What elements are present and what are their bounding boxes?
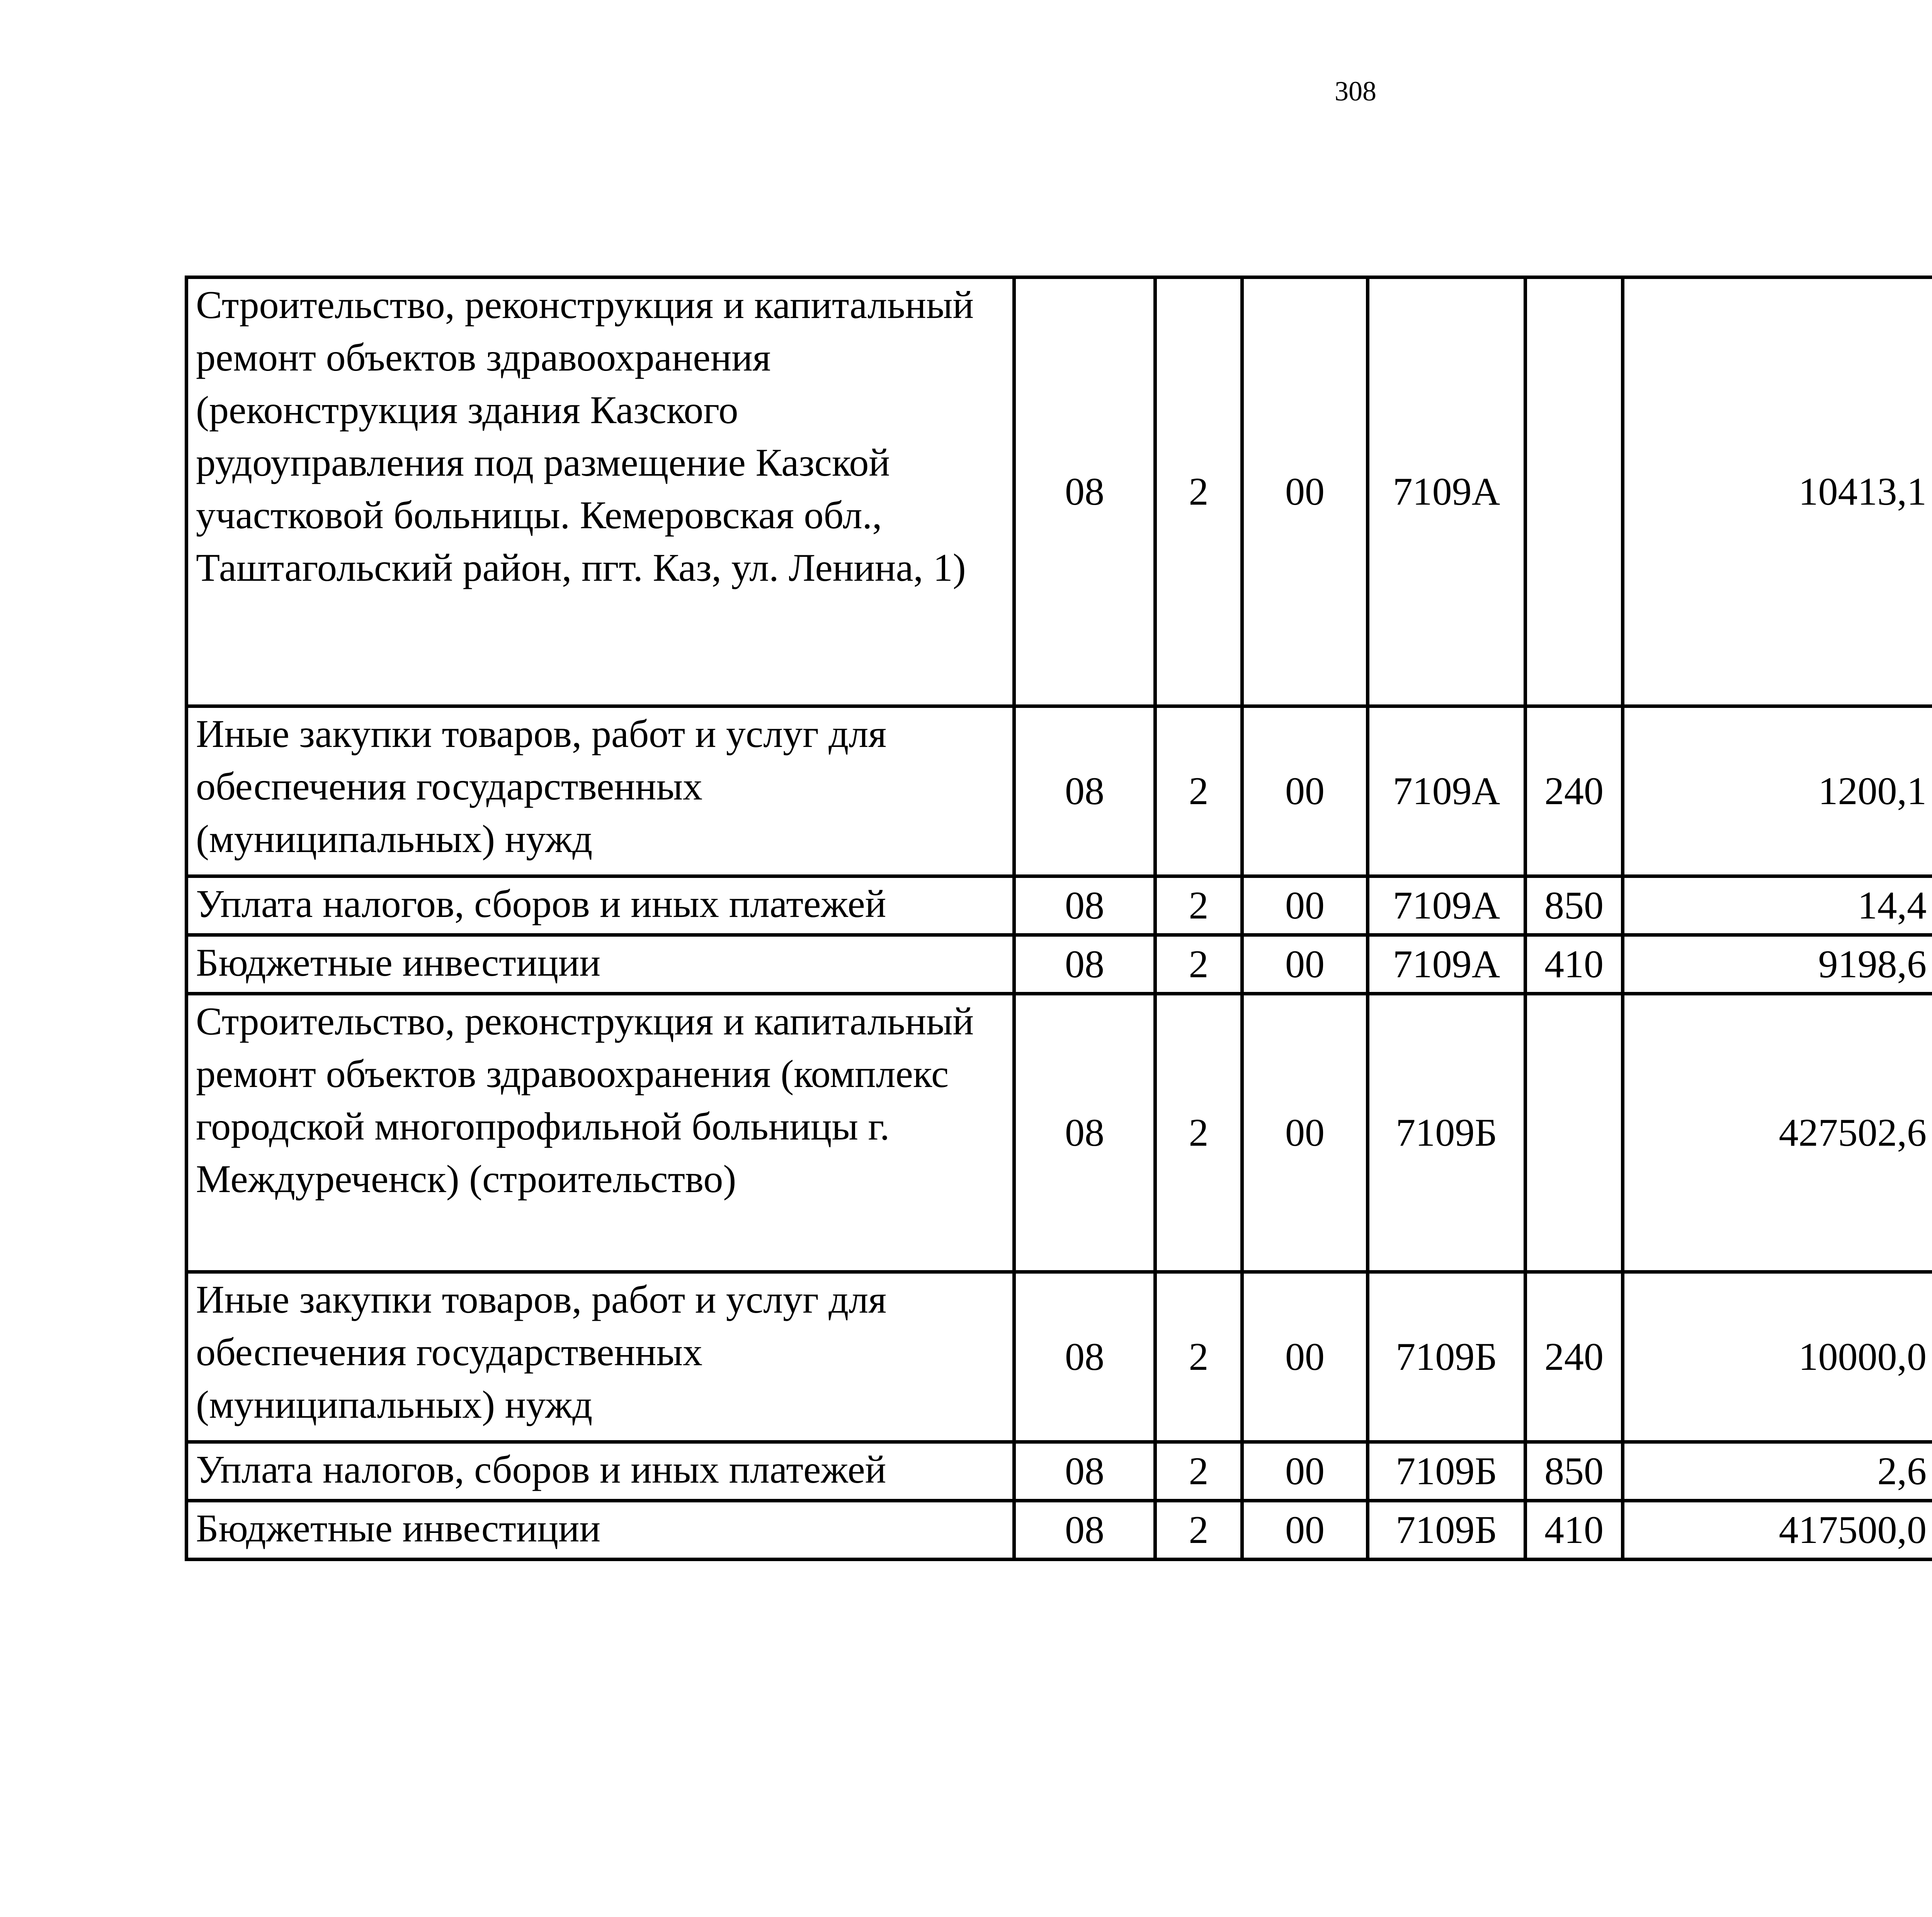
subprogram-code: 00 [1242, 1442, 1368, 1501]
amount: 14,4 [1623, 876, 1932, 935]
expense-type-code: 850 [1526, 1442, 1623, 1501]
direction-code: 7109А [1368, 935, 1526, 994]
subprogram-code: 00 [1242, 277, 1368, 706]
expense-type-code: 410 [1526, 935, 1623, 994]
amount: 10000,0 [1623, 1272, 1932, 1442]
table-row [187, 706, 1932, 876]
table-row [187, 1442, 1932, 1501]
section-code: 08 [1014, 1442, 1155, 1501]
subprogram-code: 00 [1242, 935, 1368, 994]
section-code: 08 [1014, 706, 1155, 876]
subprogram-code: 00 [1242, 1501, 1368, 1560]
subprogram-code: 00 [1242, 1272, 1368, 1442]
section-code: 08 [1014, 277, 1155, 706]
direction-code: 7109Б [1368, 1272, 1526, 1442]
row-name: Бюджетные инвестиции [187, 1501, 1014, 1560]
subprogram-code: 00 [1242, 706, 1368, 876]
amount: 10413,1 [1623, 277, 1932, 706]
expense-type-code: 410 [1526, 1501, 1623, 1560]
row-name: Строительство, реконструкция и капитальный ремонт объектов здравоохранения (комплекс городской многопрофильной больницы г. Междуреченск) (строительство) [187, 994, 1014, 1272]
expense-type-code: 240 [1526, 1272, 1623, 1442]
direction-code: 7109Б [1368, 1501, 1526, 1560]
table-row [187, 1272, 1932, 1442]
section-code: 08 [1014, 994, 1155, 1272]
subprogram-code: 00 [1242, 994, 1368, 1272]
section-code: 08 [1014, 876, 1155, 935]
row-name: Иные закупки товаров, работ и услуг для обеспечения государственных (муниципальных) нужд [187, 706, 1014, 876]
amount: 9198,6 [1623, 935, 1932, 994]
row-name: Уплата налогов, сборов и иных платежей [187, 876, 1014, 935]
table-row [187, 876, 1932, 935]
amount: 1200,1 [1623, 706, 1932, 876]
program-code: 2 [1155, 994, 1242, 1272]
page-number: 308 [1335, 76, 1376, 107]
direction-code: 7109А [1368, 277, 1526, 706]
program-code: 2 [1155, 935, 1242, 994]
subprogram-code: 00 [1242, 876, 1368, 935]
row-name: Иные закупки товаров, работ и услуг для обеспечения государственных (муниципальных) нужд [187, 1272, 1014, 1442]
budget-table [185, 276, 1932, 1561]
program-code: 2 [1155, 1501, 1242, 1560]
section-code: 08 [1014, 1501, 1155, 1560]
amount: 427502,6 [1623, 994, 1932, 1272]
section-code: 08 [1014, 1272, 1155, 1442]
program-code: 2 [1155, 1442, 1242, 1501]
program-code: 2 [1155, 1272, 1242, 1442]
expense-type-code [1526, 277, 1623, 706]
amount: 2,6 [1623, 1442, 1932, 1501]
direction-code: 7109Б [1368, 1442, 1526, 1501]
program-code: 2 [1155, 277, 1242, 706]
table-row [187, 994, 1932, 1272]
amount: 417500,0 [1623, 1501, 1932, 1560]
table-row [187, 277, 1932, 706]
direction-code: 7109Б [1368, 994, 1526, 1272]
table-row [187, 935, 1932, 994]
section-code: 08 [1014, 935, 1155, 994]
expense-type-code [1526, 994, 1623, 1272]
direction-code: 7109А [1368, 706, 1526, 876]
row-name: Уплата налогов, сборов и иных платежей [187, 1442, 1014, 1501]
program-code: 2 [1155, 706, 1242, 876]
expense-type-code: 850 [1526, 876, 1623, 935]
table-row [187, 1501, 1932, 1560]
direction-code: 7109А [1368, 876, 1526, 935]
row-name: Строительство, реконструкция и капитальный ремонт объектов здравоохранения (реконструкция здания Казского рудоуправления под размещение Казской участковой больницы. Кемеровская обл., Таштагольский район, пгт. Каз, ул. Ленина, 1) [187, 277, 1014, 706]
program-code: 2 [1155, 876, 1242, 935]
expense-type-code: 240 [1526, 706, 1623, 876]
row-name: Бюджетные инвестиции [187, 935, 1014, 994]
